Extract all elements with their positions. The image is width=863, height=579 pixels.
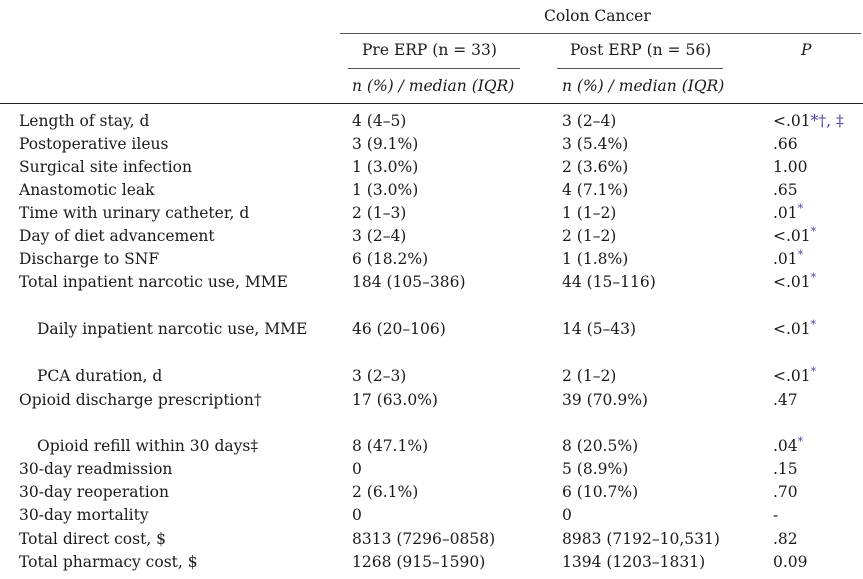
p-value-number: <.01: [773, 273, 811, 291]
post-erp-value: 2 (1–2): [562, 227, 617, 245]
table-row: [0, 530, 863, 552]
pre-erp-value: 1268 (915–1590): [352, 553, 486, 571]
pre-underline: [348, 68, 520, 69]
significance-marker: *: [810, 270, 817, 284]
row-label: Total direct cost, $: [19, 530, 167, 548]
row-label: PCA duration, d: [37, 367, 163, 385]
post-subheader: n (%) / median (IQR): [562, 77, 725, 95]
pre-erp-value: 2 (1–3): [352, 204, 407, 222]
p-value-number: .82: [773, 530, 798, 548]
pre-erp-value: 184 (105–386): [352, 273, 466, 291]
p-value-number: .47: [773, 391, 798, 409]
row-label: Postoperative ileus: [19, 135, 169, 153]
p-value: [773, 460, 798, 478]
significance-marker: *: [810, 317, 817, 331]
post-erp-value: 0: [562, 506, 572, 524]
post-erp-value: 3 (5.4%): [562, 135, 629, 153]
p-value-number: .66: [773, 135, 798, 153]
table-row: [0, 158, 863, 180]
p-value: [773, 530, 798, 548]
table-row: [0, 460, 863, 482]
group-underline: [340, 33, 861, 34]
p-value-number: 1.00: [773, 158, 808, 176]
table-row: [0, 364, 863, 389]
row-label: Length of stay, d: [19, 112, 150, 130]
pre-erp-value: 8313 (7296–0858): [352, 530, 496, 548]
row-label: Opioid discharge prescription†: [19, 391, 262, 409]
p-value-number: .01: [773, 250, 798, 268]
p-value: [773, 553, 808, 571]
group-header: Colon Cancer: [544, 7, 651, 25]
table-row: [0, 181, 863, 203]
pre-erp-value: 8 (47.1%): [352, 437, 429, 455]
p-value: [773, 317, 817, 338]
table-row: [0, 434, 863, 459]
header-rule: [0, 103, 863, 104]
p-value-number: <.01: [773, 227, 811, 245]
post-erp-value: 8983 (7192–10,531): [562, 530, 720, 548]
table-row: [0, 270, 863, 295]
p-value: [773, 181, 798, 199]
row-label: Total inpatient narcotic use, MME: [19, 273, 288, 291]
table-row: [0, 224, 863, 249]
p-value-number: <.01: [773, 367, 811, 385]
p-value: [773, 391, 798, 409]
p-value-number: .04: [773, 437, 798, 455]
pre-erp-value: 0: [352, 460, 362, 478]
post-erp-value: 8 (20.5%): [562, 437, 639, 455]
pre-erp-value: 3 (2–4): [352, 227, 407, 245]
pre-erp-value: 3 (2–3): [352, 367, 407, 385]
row-label: Time with urinary catheter, d: [19, 204, 250, 222]
significance-marker: *†, ‡: [810, 112, 844, 130]
pre-erp-value: 1 (3.0%): [352, 158, 419, 176]
post-erp-value: 2 (3.6%): [562, 158, 629, 176]
post-erp-value: 4 (7.1%): [562, 181, 629, 199]
significance-marker: *: [797, 434, 804, 448]
significance-marker: *: [810, 224, 817, 238]
p-value-number: .70: [773, 483, 798, 501]
table-row: [0, 201, 863, 226]
table-row: [0, 317, 863, 342]
row-label: Daily inpatient narcotic use, MME: [37, 320, 308, 338]
p-value: [773, 201, 804, 222]
table-row: [0, 506, 863, 528]
p-value-number: <.01: [773, 320, 811, 338]
post-erp-value: 6 (10.7%): [562, 483, 639, 501]
p-value: [773, 135, 798, 153]
p-value: [773, 506, 778, 524]
table-row: [0, 391, 863, 413]
table-row: [0, 135, 863, 157]
pre-erp-value: 6 (18.2%): [352, 250, 429, 268]
post-erp-value: 1394 (1203–1831): [562, 553, 706, 571]
pre-erp-header: Pre ERP (n = 33): [362, 41, 497, 59]
post-erp-value: 14 (5–43): [562, 320, 637, 338]
p-value: [773, 483, 798, 501]
p-value: [773, 112, 844, 130]
p-value-number: 0.09: [773, 553, 808, 571]
row-label: 30-day reoperation: [19, 483, 169, 501]
post-erp-value: 5 (8.9%): [562, 460, 629, 478]
p-value: [773, 158, 808, 176]
p-value-number: -: [773, 506, 779, 524]
row-label: Discharge to SNF: [19, 250, 160, 268]
row-label: Total pharmacy cost, $: [19, 553, 198, 571]
post-erp-value: 1 (1–2): [562, 204, 617, 222]
p-value-header: P: [801, 41, 812, 59]
row-label: Opioid refill within 30 days‡: [37, 437, 259, 455]
table-row: [0, 553, 863, 575]
row-label: Anastomotic leak: [19, 181, 155, 199]
pre-erp-value: 46 (20–106): [352, 320, 446, 338]
p-value: [773, 247, 804, 268]
pre-erp-value: 4 (4–5): [352, 112, 407, 130]
pre-erp-value: 17 (63.0%): [352, 391, 438, 409]
pre-erp-value: 0: [352, 506, 362, 524]
pre-subheader: n (%) / median (IQR): [352, 77, 515, 95]
p-value: [773, 434, 804, 455]
p-value-number: .65: [773, 181, 798, 199]
table-row: [0, 112, 863, 134]
post-underline: [557, 68, 723, 69]
row-label: Day of diet advancement: [19, 227, 215, 245]
p-value-number: .01: [773, 204, 798, 222]
p-value-number: .15: [773, 460, 798, 478]
row-label: 30-day readmission: [19, 460, 173, 478]
p-value: [773, 364, 817, 385]
pre-erp-value: 2 (6.1%): [352, 483, 419, 501]
table-row: [0, 483, 863, 505]
pre-erp-value: 3 (9.1%): [352, 135, 419, 153]
significance-marker: *: [797, 201, 804, 215]
post-erp-value: 39 (70.9%): [562, 391, 648, 409]
post-erp-header: Post ERP (n = 56): [570, 41, 712, 59]
significance-marker: *: [797, 247, 804, 261]
significance-marker: *: [810, 364, 817, 378]
pre-erp-value: 1 (3.0%): [352, 181, 419, 199]
p-value-number: <.01: [773, 112, 811, 130]
post-erp-value: 3 (2–4): [562, 112, 617, 130]
post-erp-value: 2 (1–2): [562, 367, 617, 385]
p-value: [773, 270, 817, 291]
row-label: Surgical site infection: [19, 158, 192, 176]
table-row: [0, 247, 863, 272]
p-value: [773, 224, 817, 245]
row-label: 30-day mortality: [19, 506, 149, 524]
post-erp-value: 44 (15–116): [562, 273, 656, 291]
post-erp-value: 1 (1.8%): [562, 250, 629, 268]
